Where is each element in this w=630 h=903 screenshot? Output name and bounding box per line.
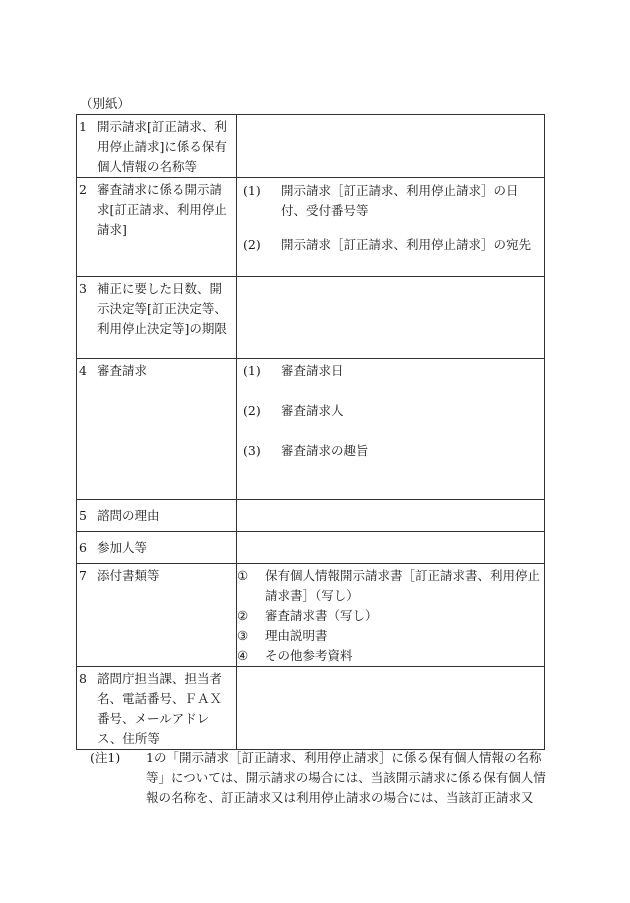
table-row (77, 667, 545, 750)
row-value-cell (237, 564, 545, 667)
row-number: 4 (79, 363, 87, 378)
attachment-number: ③ (237, 628, 249, 643)
row-label: 補正に要した日数、開示決定等[訂正決定等、利用停止決定等]の期限 (97, 281, 227, 336)
row-label: 諮問の理由 (97, 508, 160, 523)
sub-item-number: (2) (243, 403, 261, 418)
row-label-cell (77, 532, 237, 564)
row-label-cell (77, 115, 237, 178)
row-number: 1 (79, 119, 87, 134)
row-number: 7 (79, 568, 87, 583)
row-label-cell (77, 667, 237, 750)
sub-item-text: 審査請求人 (281, 403, 344, 418)
sub-item-text: 開示請求［訂正請求、利用停止請求］の日付、受付番号等 (281, 183, 519, 218)
attachment-label: （別紙） (80, 96, 131, 111)
row-label: 審査請求に係る開示請求[訂正請求、利用停止請求] (97, 182, 227, 237)
sub-item-number: (2) (243, 237, 261, 252)
row-value-cell (237, 500, 545, 532)
sub-item-text: 開示請求［訂正請求、利用停止請求］の宛先 (281, 237, 532, 252)
footnote-label: (注1) (90, 750, 121, 765)
table-row (77, 115, 545, 178)
row-label: 審査請求 (97, 363, 148, 378)
table-row (77, 564, 545, 667)
row-value-cell (237, 667, 545, 750)
attachment-text: 保有個人情報開示請求書［訂正請求書、利用停止請求書］（写し） (265, 568, 541, 603)
attachment-number: ② (237, 608, 249, 623)
row-value-cell (237, 359, 545, 500)
table-row (77, 277, 545, 359)
row-number: 2 (79, 182, 87, 197)
attachment-text: 審査請求書（写し） (265, 608, 378, 623)
row-label: 開示請求[訂正請求、利用停止請求]に係る保有個人情報の名称等 (97, 119, 227, 174)
attachment-number: ① (237, 568, 249, 583)
row-number: 3 (79, 281, 87, 296)
row-number: 5 (79, 508, 87, 523)
referral-form-table (76, 114, 545, 750)
row-label-cell (77, 564, 237, 667)
row-label: 参加人等 (97, 540, 148, 555)
table-row (77, 532, 545, 564)
sub-item-number: (1) (243, 183, 261, 198)
row-label-cell (77, 500, 237, 532)
row-number: 8 (79, 671, 87, 686)
sub-item-number: (1) (243, 363, 261, 378)
sub-item-text: 審査請求日 (281, 363, 344, 378)
row-number: 6 (79, 540, 87, 555)
sub-item-number: (3) (243, 443, 261, 458)
table-row (77, 500, 545, 532)
row-label: 諮問庁担当課、担当者名、電話番号、ＦＡＸ番号、メールアドレス、住所等 (97, 671, 223, 746)
attachment-number: ④ (237, 648, 249, 663)
table-row (77, 359, 545, 500)
row-value-cell (237, 115, 545, 178)
row-label: 添付書類等 (97, 568, 160, 583)
table-row (77, 178, 545, 277)
row-value-cell (237, 532, 545, 564)
row-value-cell (237, 277, 545, 359)
footnote (90, 748, 550, 808)
row-value-cell (237, 178, 545, 277)
attachment-text: その他参考資料 (265, 648, 353, 663)
row-label-cell (77, 277, 237, 359)
footnote-text: 1の「開示請求［訂正請求、利用停止請求］に係る保有個人情報の名称等」については、開示請求の場合には、当該開示請求に係る保有個人情報の名称を、訂正請求又は利用停止請求の場合には、当該訂正請求又 (146, 750, 546, 805)
attachment-text: 理由説明書 (265, 628, 328, 643)
row-label-cell (77, 359, 237, 500)
sub-item-text: 審査請求の趣旨 (281, 443, 369, 458)
row-label-cell (77, 178, 237, 277)
